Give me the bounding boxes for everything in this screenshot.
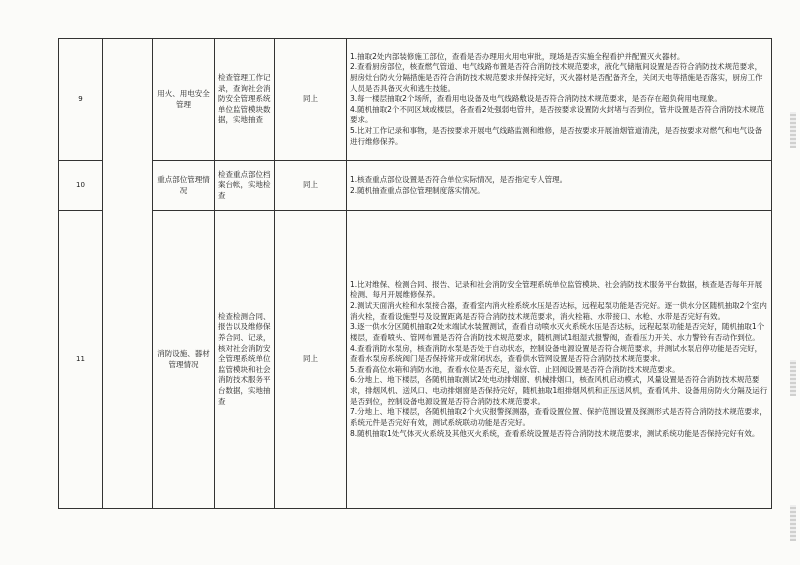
requirement-line: 1.比对维保、检测合同、报告、记录和社会消防安全管理系统单位监管模块、社会消防技术服务平台数据，核查是否每年开展检测、每月开展维修保养。	[350, 279, 763, 300]
scan-edge-mark	[790, 360, 796, 396]
inspection-item: 消防设施、器材管理情况	[153, 211, 215, 509]
requirement-line: 7.分地上、地下楼层，各随机抽取2个火灾报警探测器，查看设置位置、保护范围设置及探测形式是否符合消防技术规范要求，系统元件是否完好有效，测试系统联动功能是否完好。	[350, 407, 767, 428]
requirement-line: 1.抽取2处内部装修施工部位，查看是否办理用火用电审批，现场是否实施全程看护并配置灭火器材。	[350, 51, 685, 61]
inspection-standard: 同上	[275, 211, 347, 509]
inspection-standard: 同上	[275, 39, 347, 161]
blank-column-cell	[103, 39, 153, 509]
requirement-line: 5.比对工作记录和事物，是否按要求开展电气线路监测和维修，是否按要求开展油烟管道清洗，是否按要求对燃气和电气设备进行维修保养。	[350, 126, 763, 146]
scan-edge-mark	[790, 505, 796, 541]
inspection-item: 用火、用电安全管理	[153, 39, 215, 161]
inspection-standard: 同上	[275, 161, 347, 211]
inspection-method: 检查管理工作记录，查询社会消防安全管理系统单位监管模块数据，实地抽查	[215, 39, 275, 161]
requirement-line: 2.查看厨房部位，核查燃气管道、电气线路布置是否符合消防技术规范要求，液化气储瓶间设置是否符合消防技术规范要求，厨房灶台防火分隔措施是否符合消防技术规范要求并保持完好，灭火器材是否配备齐全，关闭天电等措施是否落实，厨房工作人员是否具备灭火和逃生技能。	[350, 62, 763, 93]
table-row	[59, 161, 772, 211]
inspection-method: 检查检测合同、报告以及维修保养合同、记录，核对社会消防安全管理系统单位监管模块和社会消防技术服务平台数据，实地抽查	[215, 211, 275, 509]
table-row	[59, 39, 772, 161]
inspection-requirements	[347, 211, 772, 509]
requirement-line: 2.测试天面消火栓和水泵接合器，查看室内消火栓系统水压是否达标，远程起泵功能是否完好。逐一供水分区随机抽取2个室内消火栓，查看设施型号及设置距离是否符合消防技术规范要求，消火栓箱、水带接口、水枪、水带是否完好有效。	[350, 300, 767, 321]
inspection-requirements	[347, 161, 772, 211]
table-row	[59, 211, 772, 509]
inspection-method: 检查重点部位档案台帐，实地检查	[215, 161, 275, 211]
inspection-requirements	[347, 39, 772, 161]
scan-edge-mark	[790, 112, 796, 148]
inspection-table	[58, 38, 772, 509]
requirement-line: 4.随机抽取2个不同区域或楼层，各查看2处强弱电管井，是否按要求设置防火封堵与否到位，管井设置是否符合消防技术规范要求。	[350, 104, 765, 125]
requirement-line: 1.核查重点部位设置是否符合单位实际情况，是否指定专人管理。	[350, 174, 568, 184]
requirement-line: 2.随机抽查重点部位管理制度落实情况。	[350, 185, 485, 195]
requirement-line: 8.随机抽取1处气体灭火系统及其他灭火系统，查看系统设置是否符合消防技术规范要求，测试系统功能是否保持完好有效。	[350, 428, 760, 438]
row-number: 9	[59, 39, 103, 161]
requirement-line: 6.分地上、地下楼层，各随机抽取测试2处电动排烟窗、机械排烟口，核查风机启动模式，风量设置是否符合消防技术规范要求，排烟风机、送风口、电动排烟窗是否保持完好，随机抽取1组排烟风机和正压送风机，查看风井、设备用房防火分隔及运行是否到位，控制设备电源设置是否符合消防技术规范要求。	[350, 375, 768, 406]
requirement-line: 4.查看消防水泵房，核查消防水泵是否处于自动状态，控制设备电源设置是否符合规范要求，并测试水泵启停功能是否完好，查看水泵房系统阀门是否保持常开或常闭状态，查看供水管网设置是否符合消防技术规范要求。	[350, 343, 763, 364]
requirement-line: 3.逐一供水分区随机抽取2处末端试水装置测试，查看自动喷水灭火系统水压是否达标，远程起泵功能是否完好，随机抽取1个楼层，查看喷头、管网布置是否符合消防技术规范要求，随机测试1组湿式报警阀，查看压力开关、水力警铃有否动作到位。	[350, 322, 765, 342]
row-number: 11	[59, 211, 103, 509]
requirement-line: 5.查看高位水箱和消防水池，查看水位是否充足，溢水管、止回阀设置是否符合消防技术规范要求。	[350, 364, 680, 374]
inspection-item: 重点部位管理情况	[153, 161, 215, 211]
row-number: 10	[59, 161, 103, 211]
requirement-line: 3.每一楼层抽取2个场所，查看用电设备及电气线路敷设是否符合消防技术规范要求，是否存在超负荷用电现象。	[350, 94, 722, 104]
